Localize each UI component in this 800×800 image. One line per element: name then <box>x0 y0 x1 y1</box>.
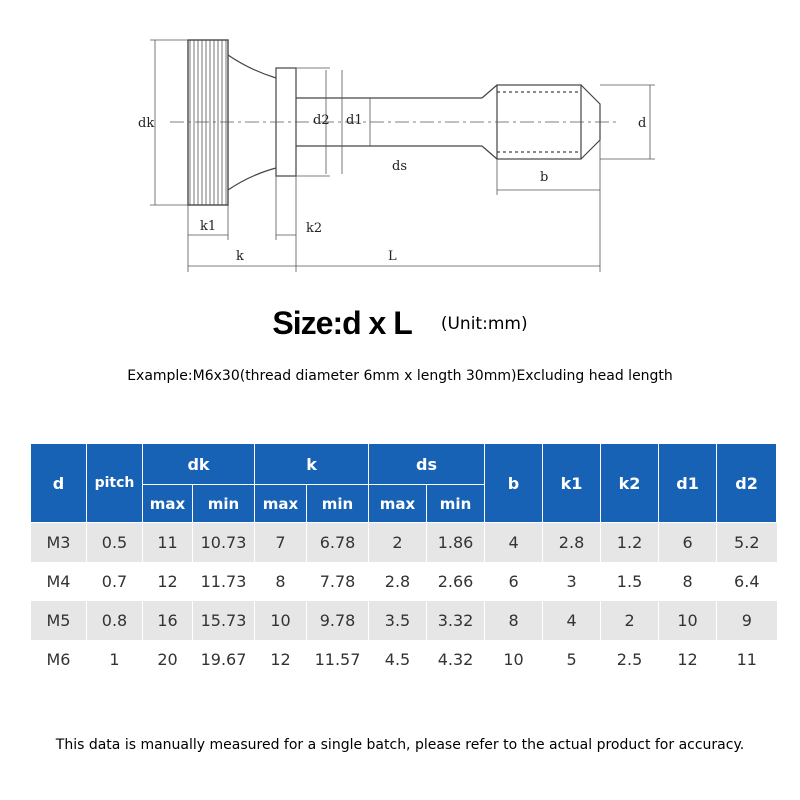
header-d2: d2 <box>717 444 777 523</box>
table-cell: 10 <box>485 640 543 679</box>
table-cell: 9.78 <box>307 601 369 640</box>
header-k2: k2 <box>601 444 659 523</box>
table-cell: 6 <box>485 562 543 601</box>
table-cell: 0.8 <box>87 601 143 640</box>
table-cell: 12 <box>255 640 307 679</box>
label-d: d <box>638 116 647 131</box>
label-k1: k1 <box>200 219 217 234</box>
header-d1: d1 <box>659 444 717 523</box>
head-neck <box>228 55 276 190</box>
table-cell: 2 <box>369 523 427 563</box>
table-cell: 6.4 <box>717 562 777 601</box>
size-title-row <box>0 305 800 355</box>
label-k2: k2 <box>306 221 323 236</box>
label-b: b <box>540 170 549 185</box>
header-k1: k1 <box>543 444 601 523</box>
table-cell: 3 <box>543 562 601 601</box>
table-cell: 15.73 <box>193 601 255 640</box>
table-cell: 9 <box>717 601 777 640</box>
table-cell: 11.73 <box>193 562 255 601</box>
header-d: d <box>31 444 87 523</box>
table-row <box>31 562 777 601</box>
label-L: L <box>388 249 397 264</box>
table-cell: 10.73 <box>193 523 255 563</box>
table-cell: 11.57 <box>307 640 369 679</box>
table-cell: 1.5 <box>601 562 659 601</box>
spec-table <box>30 443 777 679</box>
table-cell: 16 <box>143 601 193 640</box>
header-dk-min: min <box>193 485 255 523</box>
spec-table-body <box>31 523 777 680</box>
table-cell: 2 <box>601 601 659 640</box>
unit-label: (Unit:mm) <box>440 313 528 334</box>
table-cell: 4 <box>543 601 601 640</box>
knurled-head <box>188 40 228 205</box>
table-cell: 1.2 <box>601 523 659 563</box>
table-row <box>31 640 777 679</box>
table-cell: 4 <box>485 523 543 563</box>
table-cell: 7.78 <box>307 562 369 601</box>
table-cell: 6 <box>659 523 717 563</box>
table-cell: 0.5 <box>87 523 143 563</box>
header-ds-min: min <box>427 485 485 523</box>
table-cell: 5 <box>543 640 601 679</box>
table-cell: 4.5 <box>369 640 427 679</box>
table-cell: 2.8 <box>543 523 601 563</box>
table-row <box>31 601 777 640</box>
header-pitch: pitch <box>87 444 143 523</box>
label-k: k <box>236 249 244 264</box>
table-cell: 20 <box>143 640 193 679</box>
table-cell: M4 <box>31 562 87 601</box>
label-d2: d2 <box>313 113 330 128</box>
header-k-max: max <box>255 485 307 523</box>
screw-technical-drawing <box>0 0 800 300</box>
table-cell: M6 <box>31 640 87 679</box>
table-cell: 12 <box>659 640 717 679</box>
table-cell: 6.78 <box>307 523 369 563</box>
label-dk: dk <box>138 116 155 131</box>
table-cell: 8 <box>485 601 543 640</box>
table-cell: 10 <box>659 601 717 640</box>
table-cell: 11 <box>717 640 777 679</box>
header-dk-max: max <box>143 485 193 523</box>
table-cell: 4.32 <box>427 640 485 679</box>
table-cell: 8 <box>659 562 717 601</box>
table-cell: M3 <box>31 523 87 563</box>
label-d1: d1 <box>346 113 363 128</box>
table-cell: 2.8 <box>369 562 427 601</box>
table-cell: 3.32 <box>427 601 485 640</box>
table-cell: M5 <box>31 601 87 640</box>
table-cell: 8 <box>255 562 307 601</box>
table-cell: 19.67 <box>193 640 255 679</box>
header-b: b <box>485 444 543 523</box>
header-ds-max: max <box>369 485 427 523</box>
header-k: k <box>255 444 369 485</box>
header-dk: dk <box>143 444 255 485</box>
table-cell: 12 <box>143 562 193 601</box>
label-ds: ds <box>392 159 407 174</box>
table-cell: 0.7 <box>87 562 143 601</box>
table-cell: 1.86 <box>427 523 485 563</box>
table-cell: 5.2 <box>717 523 777 563</box>
example-text: Example:M6x30(thread diameter 6mm x length 30mm)Excluding head length <box>127 368 673 384</box>
table-cell: 2.66 <box>427 562 485 601</box>
table-row <box>31 523 777 563</box>
table-cell: 2.5 <box>601 640 659 679</box>
table-cell: 7 <box>255 523 307 563</box>
table-cell: 10 <box>255 601 307 640</box>
size-title: Size:d x L <box>272 305 412 341</box>
header-ds: ds <box>369 444 485 485</box>
table-cell: 11 <box>143 523 193 563</box>
table-cell: 3.5 <box>369 601 427 640</box>
table-cell: 1 <box>87 640 143 679</box>
header-k-min: min <box>307 485 369 523</box>
footer-note: This data is manually measured for a single batch, please refer to the actual product for accuracy. <box>55 737 745 753</box>
